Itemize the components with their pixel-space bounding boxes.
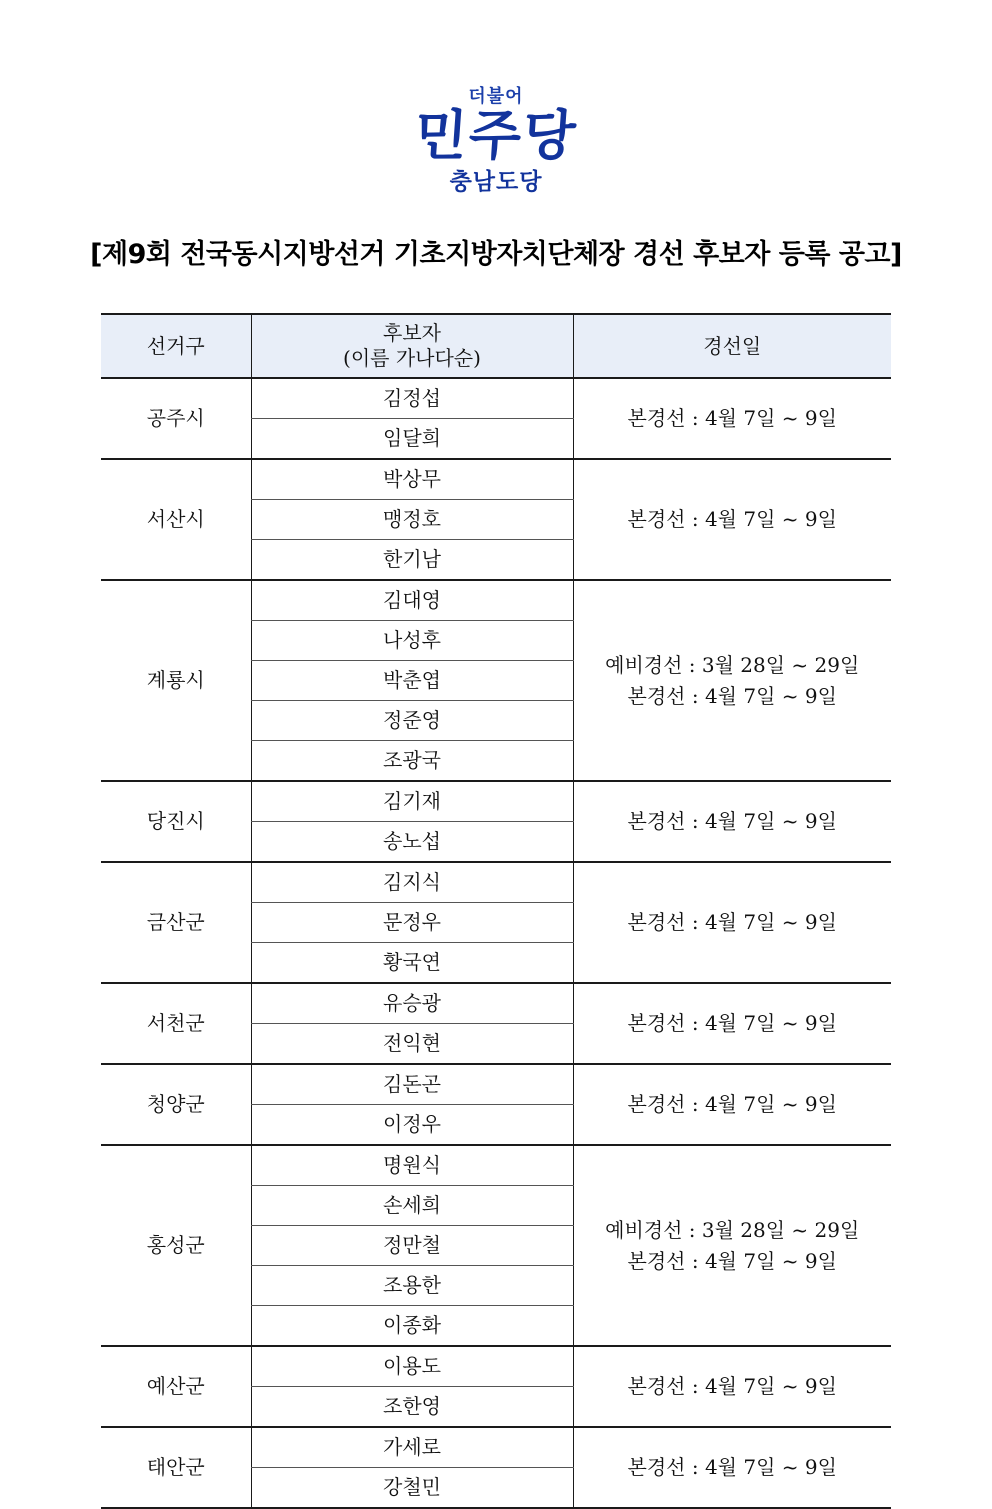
cell-candidate-name: 나성후: [251, 621, 573, 661]
table-row: [101, 1427, 891, 1468]
cell-candidate-name: 김대영: [251, 580, 573, 621]
table-row: [101, 1346, 891, 1387]
schedule-line: 본경선 : 4월 7일 ~ 9일: [627, 1248, 837, 1273]
cell-schedule: [573, 580, 891, 781]
logo-top-text: 더불어: [468, 86, 524, 107]
column-header-candidates-line2: (이름 가나다순): [343, 346, 481, 371]
cell-candidate-name: 이정우: [251, 1105, 573, 1146]
cell-candidate-name: 유승광: [251, 983, 573, 1024]
cell-schedule: [573, 781, 891, 862]
table-row: [101, 459, 891, 500]
cell-schedule: [573, 1346, 891, 1427]
cell-district: 태안군: [101, 1427, 251, 1508]
cell-schedule: [573, 459, 891, 580]
column-header-schedule: 경선일: [573, 314, 891, 378]
table-row: [101, 378, 891, 419]
cell-candidate-name: 황국연: [251, 943, 573, 984]
schedule-line: 본경선 : 4월 7일 ~ 9일: [627, 406, 837, 431]
logo-sub-text: 충남도당: [449, 168, 543, 195]
schedule-line: 예비경선 : 3월 28일 ~ 29일: [605, 652, 860, 677]
column-header-candidates: [251, 314, 573, 378]
column-header-district: 선거구: [101, 314, 251, 378]
cell-candidate-name: 이종화: [251, 1306, 573, 1347]
cell-candidate-name: 김정섭: [251, 378, 573, 419]
table-row: [101, 580, 891, 621]
cell-candidate-name: 임달희: [251, 419, 573, 460]
column-header-candidates-line1: 후보자: [383, 321, 441, 346]
schedule-line: 본경선 : 4월 7일 ~ 9일: [627, 1092, 837, 1117]
logo-main-text: 민주당: [412, 104, 580, 167]
cell-candidate-name: 한기남: [251, 540, 573, 581]
party-logo: [0, 0, 992, 196]
schedule-line: 본경선 : 4월 7일 ~ 9일: [627, 809, 837, 834]
table-header-row: [101, 314, 891, 378]
cell-candidate-name: 박상무: [251, 459, 573, 500]
cell-candidate-name: 맹정호: [251, 500, 573, 540]
cell-candidate-name: 조광국: [251, 741, 573, 782]
cell-candidate-name: 정만철: [251, 1226, 573, 1266]
cell-district: 서천군: [101, 983, 251, 1064]
table-row: [101, 781, 891, 822]
table-body: [101, 378, 891, 1508]
cell-candidate-name: 이용도: [251, 1346, 573, 1387]
table-row: [101, 1064, 891, 1105]
notice-table-wrapper: [101, 313, 891, 1509]
cell-schedule: [573, 378, 891, 459]
cell-candidate-name: 김돈곤: [251, 1064, 573, 1105]
cell-candidate-name: 전익현: [251, 1024, 573, 1065]
cell-district: 계룡시: [101, 580, 251, 781]
cell-district: 당진시: [101, 781, 251, 862]
cell-schedule: [573, 1427, 891, 1508]
table-row: [101, 983, 891, 1024]
cell-candidate-name: 조용한: [251, 1266, 573, 1306]
schedule-line: 본경선 : 4월 7일 ~ 9일: [627, 1011, 837, 1036]
cell-schedule: [573, 862, 891, 983]
cell-schedule: [573, 1145, 891, 1346]
cell-candidate-name: 손세희: [251, 1186, 573, 1226]
cell-candidate-name: 명원식: [251, 1145, 573, 1186]
schedule-line: 본경선 : 4월 7일 ~ 9일: [627, 910, 837, 935]
cell-candidate-name: 정준영: [251, 701, 573, 741]
cell-candidate-name: 가세로: [251, 1427, 573, 1468]
cell-district: 금산군: [101, 862, 251, 983]
table-row: [101, 1145, 891, 1186]
table-header: [101, 314, 891, 378]
cell-schedule: [573, 983, 891, 1064]
table-row: [101, 862, 891, 903]
schedule-line: 본경선 : 4월 7일 ~ 9일: [627, 1374, 837, 1399]
cell-district: 홍성군: [101, 1145, 251, 1346]
page-title: [제9회 전국동시지방선거 기초지방자치단체장 경선 후보자 등록 공고]: [90, 239, 902, 271]
cell-district: 공주시: [101, 378, 251, 459]
schedule-line: 예비경선 : 3월 28일 ~ 29일: [605, 1217, 860, 1242]
schedule-line: 본경선 : 4월 7일 ~ 9일: [627, 507, 837, 532]
cell-candidate-name: 박춘엽: [251, 661, 573, 701]
cell-candidate-name: 김기재: [251, 781, 573, 822]
schedule-line: 본경선 : 4월 7일 ~ 9일: [627, 1455, 837, 1480]
schedule-line: 본경선 : 4월 7일 ~ 9일: [627, 683, 837, 708]
candidate-table: [101, 313, 891, 1509]
cell-candidate-name: 송노섭: [251, 822, 573, 863]
cell-schedule: [573, 1064, 891, 1145]
cell-candidate-name: 문정우: [251, 903, 573, 943]
cell-candidate-name: 조한영: [251, 1387, 573, 1428]
cell-candidate-name: 강철민: [251, 1468, 573, 1509]
cell-district: 서산시: [101, 459, 251, 580]
cell-district: 청양군: [101, 1064, 251, 1145]
cell-district: 예산군: [101, 1346, 251, 1427]
cell-candidate-name: 김지식: [251, 862, 573, 903]
